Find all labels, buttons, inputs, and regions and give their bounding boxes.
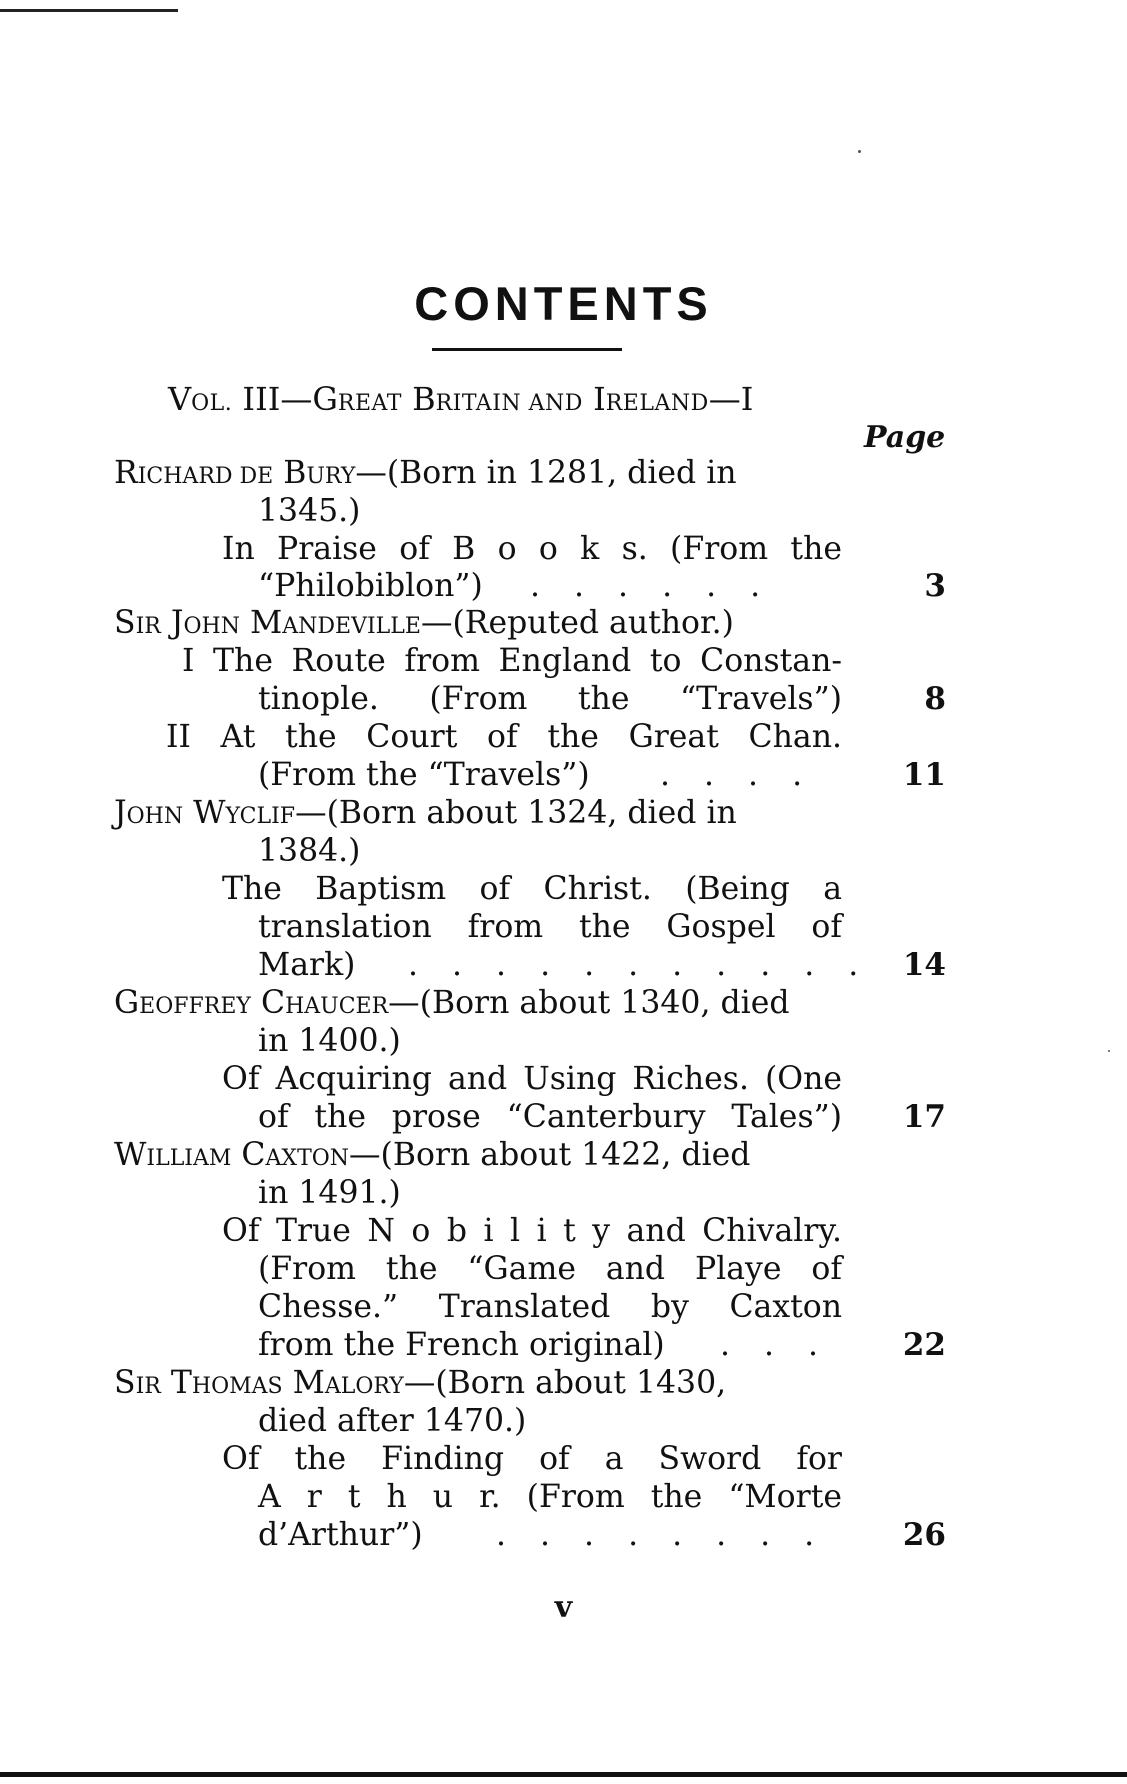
work-title-continued: from the French original)	[258, 1327, 665, 1363]
author-sc: ILLIAM	[146, 1146, 232, 1171]
author-sc: AXTON	[265, 1146, 350, 1171]
author-line	[114, 454, 737, 496]
author-dates: —(Reputed author.)	[420, 605, 734, 641]
author-line	[114, 604, 734, 646]
author-sc: HAUCER	[285, 994, 389, 1019]
author-cap: C	[231, 1137, 266, 1173]
dot-leader: . . . . . . . .	[496, 1517, 827, 1553]
author-line	[114, 1136, 750, 1178]
page-column-label: Page	[864, 420, 946, 455]
author-sc: OHN	[183, 614, 240, 639]
author-dates: —(Born about 1340, died	[388, 985, 790, 1021]
dot-leader: . . . . . . . . . . .	[408, 947, 871, 983]
top-edge-rule	[0, 9, 178, 12]
author-sc: IR	[135, 614, 161, 639]
work-title: I The Route from England to Constan-	[182, 643, 842, 679]
page-number: 14	[902, 947, 946, 983]
page-number: 22	[902, 1327, 946, 1363]
volume-cap: V	[168, 380, 192, 418]
author-sc: ANDEVILLE	[282, 614, 421, 639]
work-title-continued: of the prose “Canterbury Tales”)	[258, 1099, 842, 1135]
page-number: 11	[902, 757, 946, 793]
author-cap: T	[160, 1365, 192, 1401]
work-title-continued: “Philobiblon”)	[258, 568, 483, 604]
work-title: In Praise of B o o k s. (From the	[222, 531, 842, 567]
page-number: 26	[902, 1517, 946, 1553]
volume-heading	[168, 380, 753, 418]
author-cap: M	[282, 1365, 325, 1401]
work-title-continued: A r t h u r. (From the “Morte	[258, 1479, 842, 1515]
work-title: II At the Court of the Great Chan.	[166, 719, 842, 755]
author-cap: J	[160, 605, 184, 641]
work-title-continued: (From the “Game and Playe of	[258, 1251, 842, 1287]
author-line-continued: in 1491.)	[258, 1175, 401, 1211]
work-title-continued: translation from the Gospel of	[258, 909, 842, 945]
author-cap: G	[114, 985, 140, 1021]
author-dates: —(Born about 1430,	[403, 1365, 727, 1401]
author-line-continued: died after 1470.)	[258, 1403, 527, 1439]
author-cap: B	[273, 455, 307, 491]
volume-cap: B	[401, 380, 436, 418]
volume-sc: RITAIN AND	[435, 391, 583, 416]
page-number: 8	[924, 681, 946, 717]
author-cap: S	[114, 1365, 136, 1401]
heading-rule	[432, 348, 622, 351]
author-sc: ICHARD DE	[137, 464, 274, 489]
page-number: 17	[902, 1099, 946, 1135]
author-line	[114, 984, 790, 1026]
author-line	[114, 794, 737, 836]
author-dates: —(Born about 1422, died	[349, 1137, 751, 1173]
work-title-continued: d’Arthur”)	[258, 1517, 423, 1553]
work-title-continued: Mark)	[258, 947, 356, 983]
volume-suffix: —I	[708, 380, 754, 418]
author-line-continued: 1384.)	[258, 833, 361, 869]
author-dates: —(Born in 1281, died in	[355, 455, 737, 491]
work-title: Of the Finding of a Sword for	[222, 1441, 842, 1477]
contents-heading: CONTENTS	[414, 277, 713, 330]
dot-leader: . . . .	[660, 757, 815, 793]
author-cap: C	[250, 985, 286, 1021]
folio-number: v	[554, 1590, 573, 1625]
page-number: 3	[924, 568, 946, 604]
volume-sc: RELAND	[605, 391, 709, 416]
volume-cap: G	[312, 380, 338, 418]
author-dates: —(Born about 1324, died in	[295, 795, 737, 831]
author-cap: R	[114, 455, 138, 491]
print-speck	[1108, 1050, 1110, 1052]
author-sc: ALORY	[324, 1374, 404, 1399]
work-title-continued: tinople. (From the “Travels”)	[258, 681, 842, 717]
work-title: Of Acquiring and Using Riches. (One	[222, 1061, 842, 1097]
author-sc: OHN	[126, 804, 184, 829]
work-title: Of True N o b i l i t y and Chivalry.	[222, 1213, 842, 1249]
work-title: The Baptism of Christ. (Being a	[222, 871, 842, 907]
dot-leader: . . . . . .	[530, 568, 773, 604]
author-line-continued: in 1400.)	[258, 1023, 401, 1059]
author-cap: W	[114, 1137, 147, 1173]
author-cap: S	[114, 605, 136, 641]
author-cap: J	[114, 795, 127, 831]
volume-sc: REAT	[337, 391, 402, 416]
work-title-continued: Chesse.” Translated by Caxton	[258, 1289, 842, 1325]
author-sc: IR	[135, 1374, 161, 1399]
print-speck	[858, 150, 861, 153]
dot-leader: . . .	[720, 1327, 831, 1363]
author-cap: M	[239, 605, 283, 641]
volume-sc: OL.	[191, 391, 233, 416]
author-sc: YCLIF	[225, 804, 296, 829]
author-sc: HOMAS	[191, 1374, 283, 1399]
volume-cap: I	[582, 380, 606, 418]
author-line-continued: 1345.)	[258, 493, 361, 529]
author-cap: W	[183, 795, 226, 831]
work-title-continued: (From the “Travels”)	[258, 757, 590, 793]
author-sc: URY	[306, 464, 356, 489]
author-sc: EOFFREY	[139, 994, 251, 1019]
bottom-edge-rule	[0, 1772, 1127, 1777]
author-line	[114, 1364, 726, 1406]
volume-roman: III—	[232, 380, 313, 418]
